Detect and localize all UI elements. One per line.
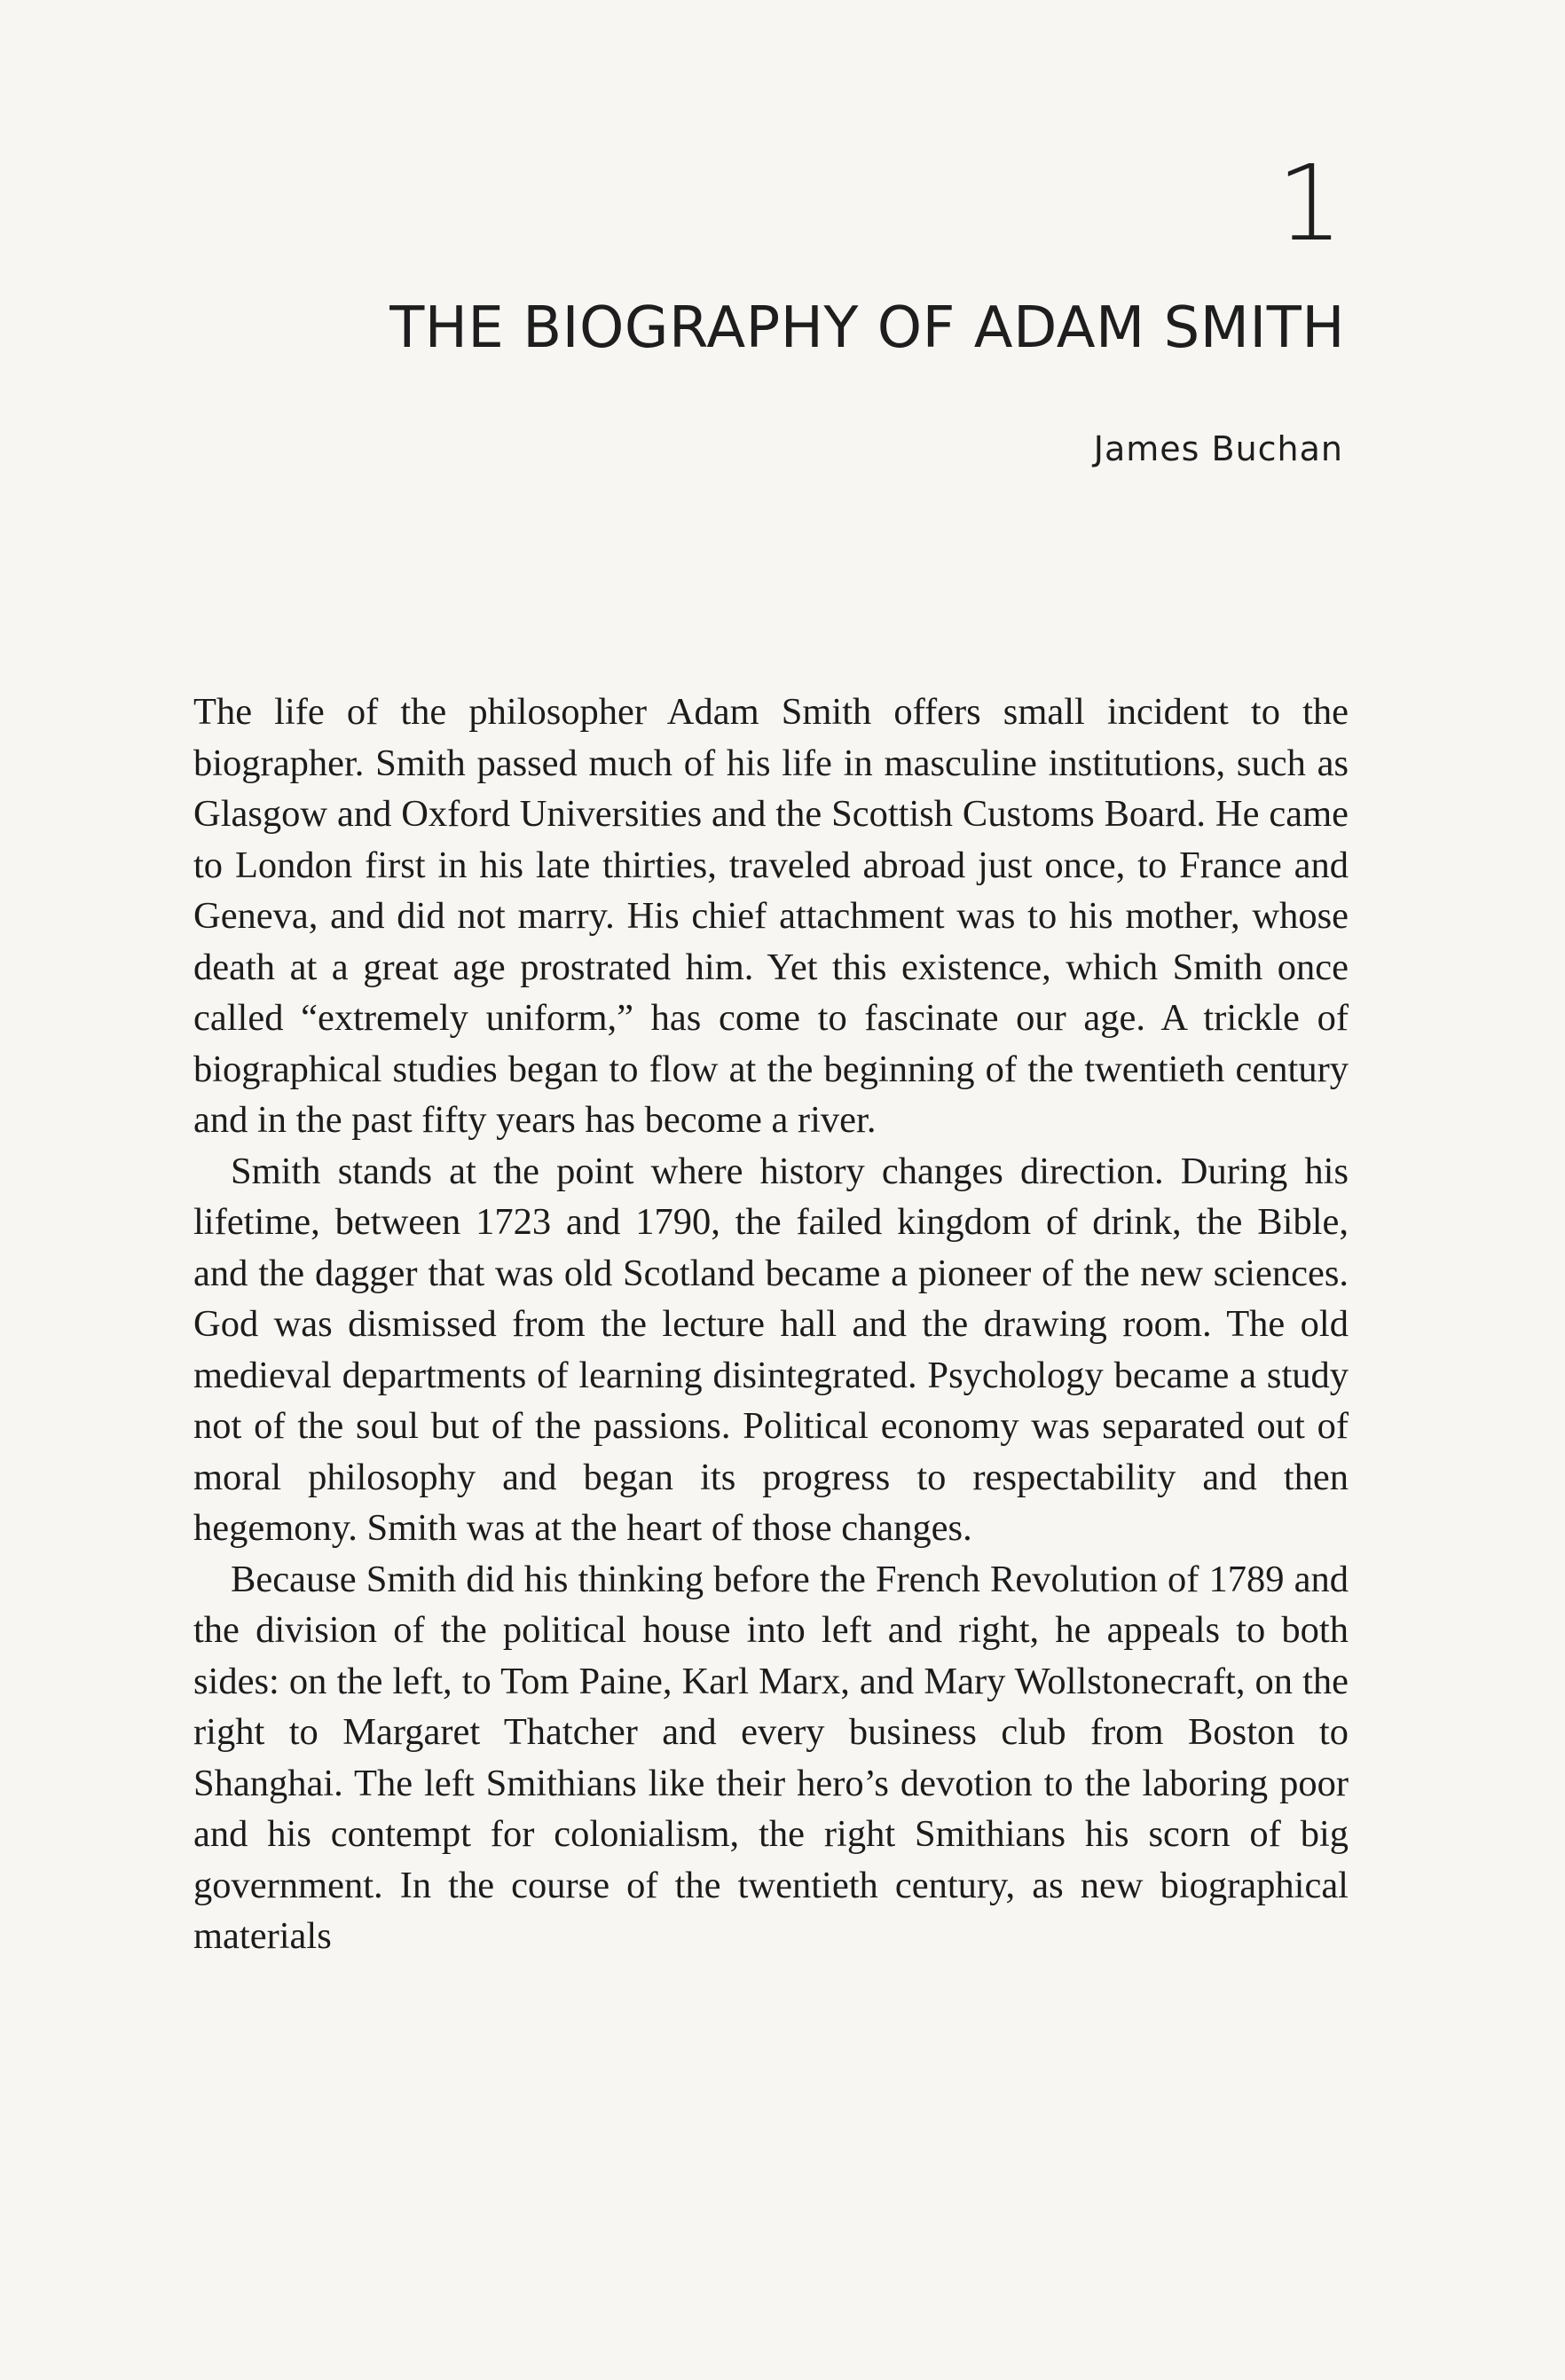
chapter-body bbox=[193, 687, 1349, 1962]
paragraph-2: Smith stands at the point where history changes direction. During his lifetime, between 1723 and 1790, the failed kingdom of drink, the Bible, and the dagger that was old Scotland became a pioneer of the new sciences. God was dismissed from the lecture hall and the drawing room. The old medieval departments of learning disintegrated. Psychology became a study not of the soul but of the passions. Political economy was separated out of moral philosophy and began its progress to respectability and then hegemony. Smith was at the heart of those changes. bbox=[193, 1150, 1349, 1549]
chapter-title: THE BIOGRAPHY OF ADAM SMITH bbox=[389, 295, 1345, 361]
paragraph-1: The life of the philosopher Adam Smith offers small incident to the biographer. Smith passed much of his life in masculine institutions, such as Glasgow and Oxford Universities and the Scottish Customs Board. He came to London first in his late thirties, traveled abroad just once, to France and Geneva, and did not marry. His chief attachment was to his mother, whose death at a great age prostrated him. Yet this existence, which Smith once called “extremely uniform,” has come to fascinate our age. A trickle of biographical studies began to flow at the beginning of the twentieth century and in the past fifty years has become a river. bbox=[193, 691, 1349, 1141]
paragraph-3: Because Smith did his thinking before the French Revolution of 1789 and the division of the political house into left and right, he appeals to both sides: on the left, to Tom Paine, Karl Marx, and Mary Wollstonecraft, on the right to Margaret Thatcher and every business club from Boston to Shanghai. The left Smithians like their hero’s devotion to the laboring poor and his contempt for colonialism, the right Smithians his scorn of big government. In the course of the twentieth century, as new biographical materials bbox=[193, 1558, 1349, 1957]
chapter-number: 1 bbox=[1276, 142, 1343, 264]
chapter-author: James Buchan bbox=[1093, 429, 1343, 468]
